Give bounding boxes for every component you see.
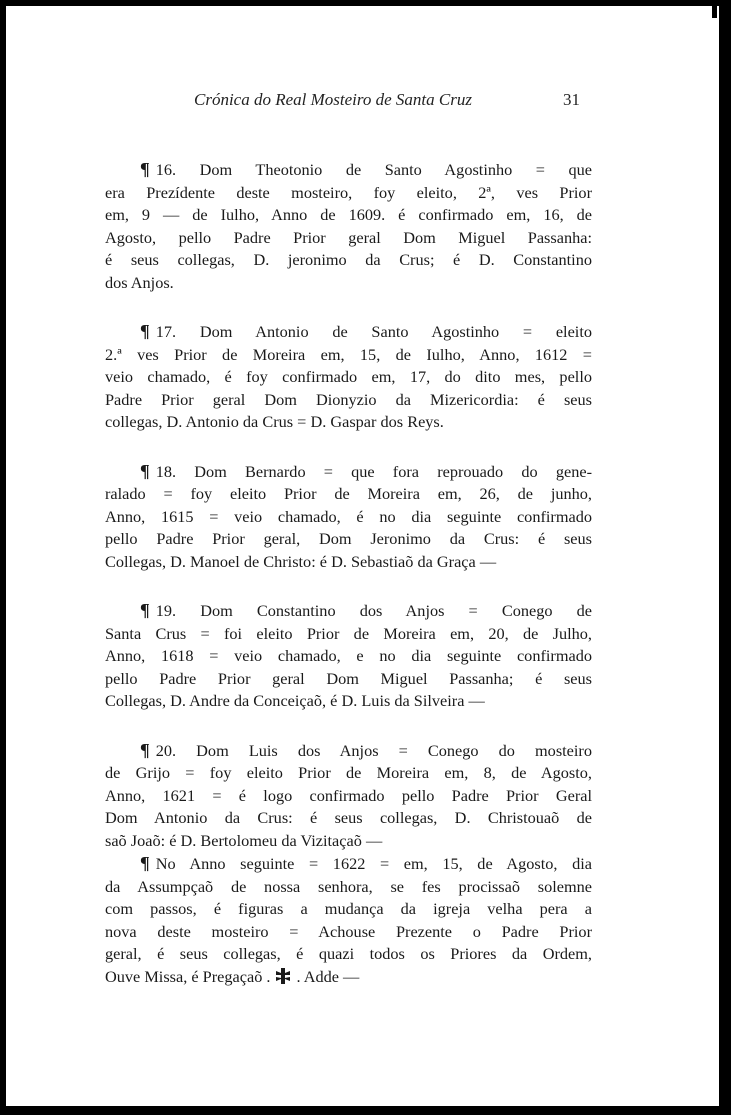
text-line: era Prezídente deste mosteiro, foy eleito, 2ª, ves Prior xyxy=(105,182,592,202)
text-fragment: Ouve Missa, é Pregaçaõ . xyxy=(105,966,271,986)
pilcrow-icon: ¶ xyxy=(140,600,150,620)
page-header xyxy=(6,90,719,116)
paragraph-20 xyxy=(105,739,592,853)
text-line: 18. Dom Bernardo = que fora reprouado do gene- xyxy=(155,461,592,481)
text-line: com passos, é figuras a mudança da igreja velha pera a xyxy=(105,899,592,918)
text-line: 16. Dom Theotonio de Santo Agostinho = que xyxy=(155,160,592,179)
pilcrow-icon: ¶ xyxy=(140,321,150,341)
text-line: Dom Antonio da Crus: é seus collegas, D. Christouaõ de xyxy=(105,808,592,827)
text-line: 17. Dom Antonio de Santo Agostinho = eleito xyxy=(155,322,592,341)
text-line: Agosto, pello Padre Prior geral Dom Miguel Passanha: xyxy=(105,227,592,247)
text-line: Collegas, D. Andre da Conceiçaõ, é D. Luis da Silveira — xyxy=(105,691,485,710)
text-line-final xyxy=(105,966,592,989)
pilcrow-icon: ¶ xyxy=(140,460,150,481)
running-title: Crónica do Real Mosteiro de Santa Cruz xyxy=(194,90,472,109)
text-line: de Grijo = foy eleito Prior de Moreira em, 8, de Agosto, xyxy=(105,763,592,782)
text-line: Anno, 1615 = veio chamado, é no dia seguinte confirmado xyxy=(105,506,592,526)
text-fragment: . Adde — xyxy=(296,966,360,986)
text-line: geral, é seus collegas, é quazi todos os Priores da Ordem, xyxy=(105,944,592,963)
text-line: em, 9 — de Iulho, Anno de 1609. é confirmado em, 16, de xyxy=(105,205,592,224)
text-line: Anno, 1621 = é logo confirmado pello Padre Prior Geral xyxy=(105,785,592,805)
text-line: ralado = foy eleito Prior de Moreira em, 26, de junho, xyxy=(105,484,592,503)
body-text xyxy=(105,158,592,988)
text-line: saõ Joaõ: é D. Bertolomeu da Vizitaçaõ — xyxy=(105,830,383,850)
text-line: 20. Dom Luis dos Anjos = Conego do mosteiro xyxy=(155,740,592,760)
cross-icon xyxy=(274,967,292,985)
document-page xyxy=(6,6,719,1106)
pilcrow-icon: ¶ xyxy=(140,739,150,760)
text-line: dos Anjos. xyxy=(105,272,174,292)
text-line: Collegas, D. Manoel de Christo: é D. Sebastiaõ da Graça — xyxy=(105,551,497,571)
text-line: 2.ª ves Prior de Moreira em, 15, de Iulho, Anno, 1612 = xyxy=(105,344,592,364)
text-line: da Assumpçaõ de nossa senhora, se fes procissaõ solemne xyxy=(105,876,592,896)
text-line: No Anno seguinte = 1622 = em, 15, de Agosto, dia xyxy=(155,854,592,873)
text-line: Padre Prior geral Dom Dionyzio da Mizericordia: é seus xyxy=(105,389,592,409)
text-line: Anno, 1618 = veio chamado, e no dia seguinte confirmado xyxy=(105,646,592,665)
text-line: pello Padre Prior geral Dom Miguel Passanha; é seus xyxy=(105,668,592,688)
page-number: 31 xyxy=(563,90,580,109)
text-line: nova deste mosteiro = Achouse Prezente o Padre Prior xyxy=(105,921,592,941)
text-line: Santa Crus = foi eleito Prior de Moreira em, 20, de Julho, xyxy=(105,623,592,643)
pilcrow-icon: ¶ xyxy=(140,853,150,873)
paragraph-procession xyxy=(105,852,592,988)
text-line: collegas, D. Antonio da Crus = D. Gaspar dos Reys. xyxy=(105,412,444,431)
pilcrow-icon: ¶ xyxy=(140,159,150,179)
text-line: 19. Dom Constantino dos Anjos = Conego de xyxy=(155,601,592,620)
text-line: é seus collegas, D. jeronimo da Crus; é D. Constantino xyxy=(105,250,592,269)
paragraph-18 xyxy=(105,460,592,574)
paragraph-17 xyxy=(105,320,592,434)
text-line: pello Padre Prior geral, Dom Jeronimo da Crus: é seus xyxy=(105,529,592,548)
text-line: veio chamado, é foy confirmado em, 17, do dito mes, pello xyxy=(105,367,592,386)
paragraph-19 xyxy=(105,599,592,713)
paragraph-16 xyxy=(105,158,592,294)
corner-mark xyxy=(712,6,717,18)
